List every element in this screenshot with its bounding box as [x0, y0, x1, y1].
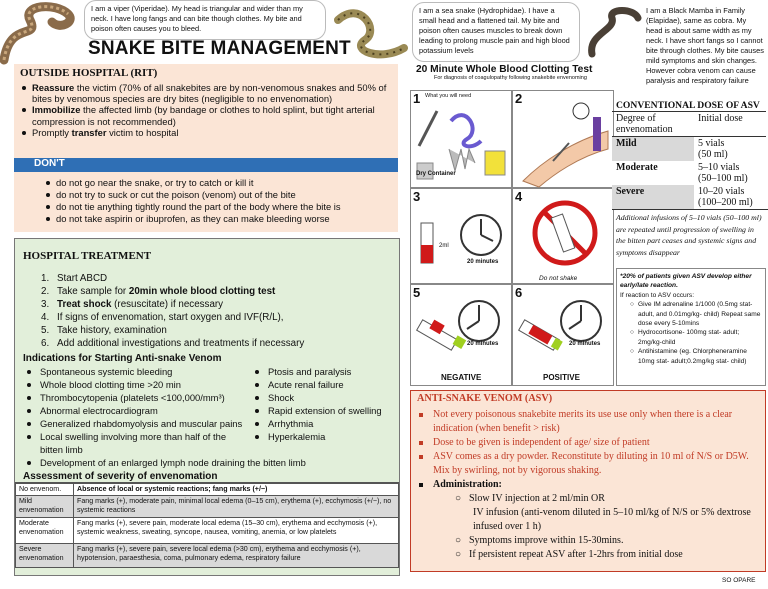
outside-item: Immobilize the affected limb (by bandage or clothes to hold splint, but tight arterial compression is not recommended): [20, 104, 392, 126]
reaction-intro: If reaction to ASV occurs:: [620, 291, 695, 299]
viper-image: [0, 0, 80, 66]
step-number: 3: [413, 189, 421, 204]
dont-item: do not go near the snake, or try to catch or kill it: [44, 177, 398, 189]
step-5: [410, 284, 512, 386]
asv-panel: [410, 390, 766, 572]
indication: Whole blood clotting time >20 min: [23, 378, 251, 391]
negative-label: NEGATIVE: [441, 373, 482, 382]
clotting-title: 20 Minute Whole Blood Clotting Test: [416, 64, 593, 75]
step: 2. Take sample for 20min whole blood clotting test: [41, 286, 276, 297]
what-you-need: What you will need: [425, 93, 472, 99]
minutes-label: 20 minutes: [467, 259, 499, 265]
step-1: [410, 90, 512, 188]
outside-title: OUTSIDE HOSPITAL (RIT): [20, 67, 158, 79]
asv-item: ASV comes as a dry powder. Reconstitute by diluting in 10 ml of N/S or D5W. Mix by swirling, not by vigorous shaking.: [415, 450, 761, 478]
step-number: 2: [515, 91, 523, 106]
step: 1. Start ABCD: [41, 273, 108, 284]
dont-item: do not tie anything tightly round the part of the body where the bite is: [44, 201, 398, 213]
reaction-item: ○ Hydrocortisone- 100mg stat- adult; 2mg/kg-child: [630, 329, 740, 346]
indication: Rapid extension of swelling: [251, 404, 400, 417]
indication: Generalized rhabdomyolysis and muscular pains: [23, 417, 251, 430]
severity-row: No envenom. Absence of local or systemic reactions; fang marks (+/−): [16, 484, 399, 496]
severity-title: Assessment of severity of envenomation: [15, 469, 399, 483]
do-not-shake-label: Do not shake: [539, 275, 578, 282]
step-number: 5: [413, 285, 421, 300]
dose-row: Mild 5 vials (50 ml): [612, 137, 766, 162]
indication: Shock: [251, 391, 400, 404]
asv-admin-item: ○ Symptoms improve within 15-30mins.: [455, 535, 624, 546]
indication: Hyperkalemia: [251, 430, 400, 456]
ml-label: 2ml: [439, 243, 449, 249]
step-number: 1: [413, 91, 421, 106]
indication: Thrombocytopenia (platelets <100,000/mm³): [23, 391, 251, 404]
step-number: 4: [515, 189, 523, 204]
reaction-item: ○ Antihistamine (eg. Chlorpheneramine 10mg stat- adult;0.2mg/kg stat- child): [630, 348, 747, 365]
dose-note: Additional infusions of 5–10 vials (50–100 ml) are repeated until progression of swelling in the bitten part ceases and systemic signs and symptoms disappear: [612, 209, 768, 260]
mamba-bubble: I am a Black Mamba in Family (Elapidae), same as cobra. My head is about same width as my neck. I have short fangs so I cannot bite through clothes. My bite causes mild symptoms and skin changes. However cobra venom can cause paralysis and respiratory failure: [644, 4, 766, 90]
outside-item: Promptly transfer victim to hospital: [20, 127, 392, 138]
dose-row: Severe 10–20 vials (100–200 ml): [612, 185, 766, 209]
minutes-label: 20 minutes: [569, 341, 601, 347]
asv-admin-item: IV infusion (anti-venom diluted in 5–10 ml/kg of N/S or 5% dextrose infused over 1 h): [473, 507, 751, 532]
asv-item: Dose to be given is independent of age/ size of patient: [415, 436, 761, 450]
minutes-label: 20 minutes: [467, 341, 499, 347]
step-6: [512, 284, 614, 386]
dose-row: Moderate 5–10 vials (50–100 ml): [612, 161, 766, 185]
asv-admin-title: Administration:: [411, 478, 765, 492]
step-number: 6: [515, 285, 523, 300]
asv-admin-item: ○ If persistent repeat ASV after 1-2hrs from initial dose: [455, 549, 683, 560]
sea-snake-bubble: I am a sea snake (Hydrophidae). I have a small head and a flattened tail. My bite and poison often causes muscles to break down leading to prolong muscle pain and high blood potassium levels: [412, 2, 580, 62]
asv-admin-item: ○ Slow IV injection at 2 ml/min OR: [455, 493, 605, 504]
indication: Development of an enlarged lymph node draining the bitten limb: [23, 456, 400, 469]
step-2: [512, 90, 614, 188]
hospital-title: HOSPITAL TREATMENT: [23, 250, 152, 262]
mamba-image: [586, 4, 644, 60]
step-3: [410, 188, 512, 284]
dont-panel: [14, 172, 398, 232]
indication: Arrhythmia: [251, 417, 400, 430]
reaction-item: ○ Give IM adrenaline 1/1000 (0.5mg stat- adult, and 0.01mg/kg- child) Repeat same dose every 5-10mins: [630, 301, 761, 328]
indication: Local swelling involving more than half of the bitten limb: [23, 430, 251, 456]
step: 4. If signs of envenomation, start oxygen and IVF(R/L),: [41, 312, 284, 323]
severity-table: [15, 483, 399, 568]
asv-dose-panel: [612, 100, 768, 266]
indication: Ptosis and paralysis: [251, 365, 400, 378]
hospital-panel: [14, 238, 400, 576]
viper-bubble: I am a viper (Viperidae). My head is triangular and wider than my neck. I have long fangs and can bite though clothes. My bite and poison often causes you to bleed.: [84, 0, 326, 40]
reaction-panel: [616, 268, 766, 386]
severity-row: Moderate envenomation Fang marks (+), severe pain, moderate local edema (15–30 cm), erythema and ecchymosis (+), systemic weakness, sweating, syncope, nausea, vomiting, anemia, or low platelets: [16, 518, 399, 544]
page-title: SNAKE BITE MANAGEMENT: [88, 38, 351, 59]
dose-table: Degree of envenomation Initial dose Mild 5 vials (50 ml) Moderate 5–10 vials (50–100 ml) Severe 10–20 vials (100–200 ml): [612, 111, 766, 209]
severity-row: Mild envenomation Fang marks (+), moderate pain, minimal local edema (0–15 cm), erythema (+), ecchymosis (+/−), no systemic reactions: [16, 496, 399, 518]
dose-title: CONVENTIONAL DOSE OF ASV: [616, 100, 760, 111]
dont-item: do not take aspirin or ibuprofen, as they can make bleeding worse: [44, 213, 398, 225]
indication: Spontaneous systemic bleeding: [23, 365, 251, 378]
step-4: [512, 188, 614, 284]
dont-item: do not try to suck or cut the poison (venom) out of the bite: [44, 189, 398, 201]
outside-item: Reassure the victim (70% of all snakebites are by non-venomous snakes and 50% of bites by venomous species are dry bites (negligible to no envenomation): [20, 82, 392, 104]
step: 5. Take history, examination: [41, 325, 167, 336]
author: SO OPARE: [722, 577, 756, 584]
indications-title: Indications for Starting Anti-snake Venom: [23, 353, 222, 364]
asv-title: ANTI-SNAKE VENOM (ASV): [417, 393, 553, 404]
step: 6. Add additional investigations and treatments if necessary: [41, 338, 305, 349]
dry-container-label: Dry Container: [416, 171, 456, 177]
severity-row: Severe envenomation Fang marks (+), severe pain, severe local edema (>30 cm), erythema and ecchymosis (+), hypotension, paraesthesia, coma, pulmonary edema, respiratory failure: [16, 544, 399, 568]
positive-label: POSITIVE: [543, 373, 580, 382]
asv-item: Not every poisonous snakebite merits its use use only when there is a clear indication (when benefit > risk): [415, 408, 761, 436]
clotting-subtitle: For diagnosis of coagulopathy following snakebite envenoming: [434, 75, 587, 81]
reaction-head: *20% of patients given ASV develop either early/late reaction.: [620, 273, 752, 290]
step: 3. Treat shock (resuscitate) if necessary: [41, 299, 224, 310]
outside-hospital-panel: [14, 64, 398, 158]
indication: Acute renal failure: [251, 378, 400, 391]
dont-header: DON'T: [14, 158, 398, 172]
indication: Abnormal electrocardiogram: [23, 404, 251, 417]
